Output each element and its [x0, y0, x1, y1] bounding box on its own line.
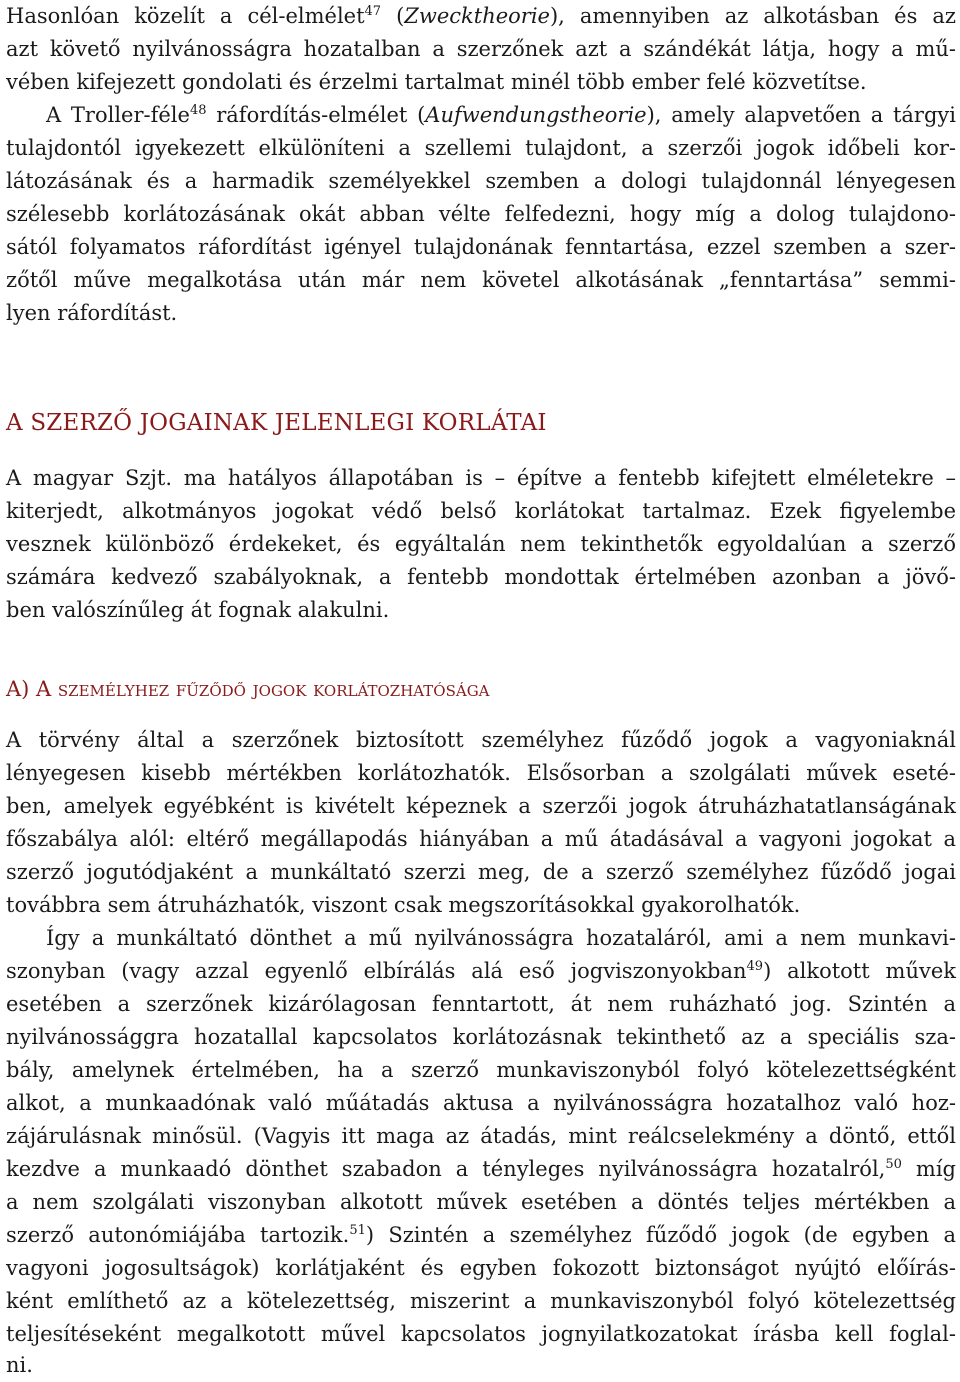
- text-line: főszabálya alól: eltérő megállapodás hiányában a mű átadásával a vagyoni jogokat a: [6, 827, 956, 851]
- text-line: zőtől műve megalkotása után már nem követel alkotásának „fenntartása” semmi-: [6, 268, 956, 292]
- text-line: ben valószínűleg át fognak alakulni.: [6, 598, 390, 622]
- text-line: Hasonlóan közelít a cél-elmélet$^{47}$ (Zwecktheorie), amennyiben az alkotásban és az: [6, 4, 956, 28]
- footnote-ref[interactable]: 50: [885, 1157, 902, 1172]
- text-line: látozásának és a harmadik személyekkel szemben a dologi tulajdonnál lényegesen: [6, 169, 956, 193]
- text-line: kezdve a munkaadó dönthet szabadon a tényleges nyilvánosságra hozatalról,$^{50}$ míg: [6, 1157, 956, 1181]
- text-line: szerző jogutódjaként a munkáltató szerzi meg, de a szerző személyhez fűződő jogai: [6, 860, 956, 884]
- text-line: szonyban (vagy azzal egyenlő elbírálás alá eső jogviszonyokban$^{49}$) alkotott művek: [6, 959, 956, 983]
- text-line: zájárulásnak minősül. (Vagyis itt maga az átadás, mint reálcselekmény a döntő, ettől: [6, 1124, 956, 1148]
- footnote-ref[interactable]: 48: [189, 103, 207, 118]
- text-line: alkot, a munkaadónak való műátadás aktusa a nyilvánosságra hozatalhoz való hoz-: [6, 1091, 956, 1115]
- text-line: a nem szolgálati viszonyban alkotott művek esetében a döntés teljes mértékben a: [6, 1190, 956, 1214]
- text-line: ben, amelyek egyébként is kivételt képeznek a szerzői jogok átruházhatatlanságának: [6, 794, 956, 818]
- text-line: A Troller-féle$^{48}$ ráfordítás-elmélet (Aufwendungstheorie), amely alapvetően a tárgyi: [46, 103, 956, 127]
- text-line: továbbra sem átruházhatók, viszont csak megszorításokkal gyakorolhatók.: [6, 893, 801, 917]
- text-line: azt követő nyilvánosságra hozatalban a szerzőnek azt a szándékát látja, hogy a mű-: [6, 37, 956, 61]
- text-line: vagyoni jogosultságok) korlátjaként és egyben fokozott biztonságot nyújtó előírás-: [6, 1256, 956, 1280]
- text-line: szélesebb korlátozásának okát abban vélte felfedezni, hogy míg a dolog tulajdono-: [6, 202, 956, 226]
- text-line: ként említhető az a kötelezettség, miszerint a munkaviszonyból folyó kötelezettség: [6, 1289, 956, 1313]
- text-line: nyilvánossággra hozatallal kapcsolatos korlátozásnak tekinthető az a speciális sza-: [6, 1025, 956, 1049]
- footnote-ref[interactable]: 49: [746, 959, 764, 974]
- text-line: tulajdontól igyekezett elkülöníteni a szellemi tulajdont, a szerzői jogok időbeli kor-: [6, 136, 956, 160]
- text-line: kiterjedt, alkotmányos jogokat védő belső korlátokat tartalmaz. Ezek figyelembe: [6, 499, 956, 523]
- text-line: vesznek különböző érdekeket, és egyáltalán nem tekinthetők egyoldalúan a szerző: [6, 532, 956, 556]
- text-line: lyen ráfordítást.: [6, 301, 178, 325]
- text-line: A törvény által a szerzőnek biztosított személyhez fűződő jogok a vagyoniaknál: [6, 728, 956, 752]
- subsection-heading: A) A személyhez fűződő jogok korlátozhatósága: [6, 677, 490, 701]
- text-line: sától folyamatos ráfordítást igényel tulajdonának fenntartása, ezzel szemben a szer-: [6, 235, 956, 259]
- text-line: bály, amelynek értelmében, ha a szerző munkaviszonyból folyó kötelezettségként: [6, 1058, 956, 1082]
- text-line: A magyar Szjt. ma hatályos állapotában is – építve a fentebb kifejtett elméletekre –: [6, 466, 956, 490]
- text-line: lényegesen kisebb mértékben korlátozhatók. Elsősorban a szolgálati művek eseté-: [6, 761, 956, 785]
- text-line: szerző autonómiájába tartozik.$^{51}$) Szintén a személyhez fűződő jogok (de egyben a: [6, 1223, 956, 1247]
- text-line: esetében a szerzőnek kizárólagosan fenntartott, át nem ruházható jog. Szintén a: [6, 992, 956, 1016]
- footnote-ref[interactable]: 51: [349, 1223, 366, 1238]
- text-line: ni.: [6, 1353, 33, 1377]
- text-line: vében kifejezett gondolati és érzelmi tartalmat minél több ember felé közvetítse.: [6, 70, 867, 94]
- section-heading: A SZERZŐ JOGAINAK JELENLEGI KORLÁTAI: [6, 410, 547, 436]
- text-line: számára kedvező szabályoknak, a fentebb mondottak értelmében azonban a jövő-: [6, 565, 956, 589]
- text-line: teljesítéseként megalkotott művel kapcsolatos jognyilatkozatokat írásba kell foglal-: [6, 1322, 956, 1346]
- text-line: Így a munkáltató dönthet a mű nyilvánosságra hozataláról, ami a nem munkavi-: [46, 926, 956, 950]
- footnote-ref[interactable]: 47: [364, 4, 382, 19]
